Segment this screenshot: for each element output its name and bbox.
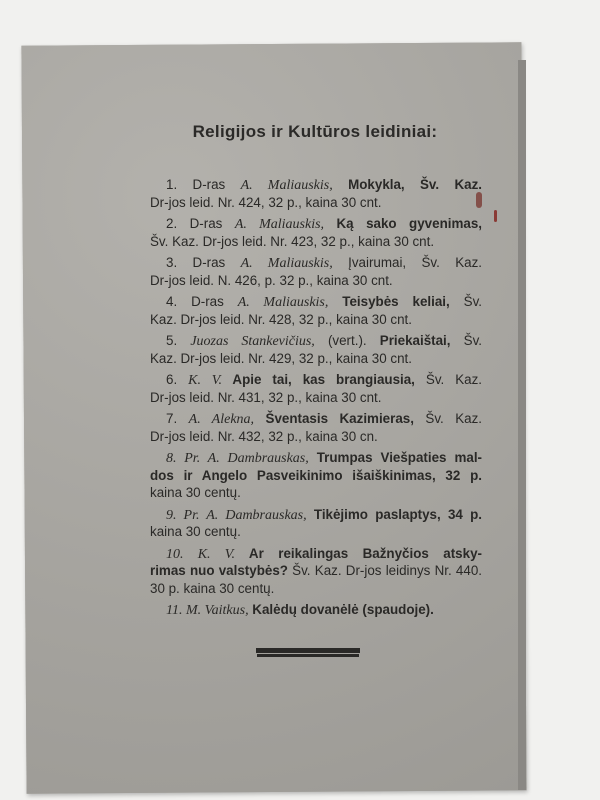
title-text: dos ir Angelo Pasveikinimo išaiškinimas, 32 p. [150,467,482,483]
entry-text: 5. [166,333,191,348]
title-text: Apie tai, kas brangiausia, [221,372,415,387]
author-text: 10. K. V. [166,546,235,562]
entry-line [150,484,482,502]
author-text: 8. Pr. A. Dambrauskas, [166,451,309,466]
title-text: Teisybės keliai, [328,294,450,309]
entry-text: Šv. Kaz. [414,372,482,387]
entry-line [150,194,482,212]
author-text: A. Alekna, [188,412,255,427]
list-item [150,601,482,619]
author-text: A. Maliauskis, [234,217,325,232]
list-item [150,410,482,445]
entry-line [150,601,482,619]
entry-text: Dr-jos leid. N. 426, p. 32 p., kaina 30 cnt. [150,272,393,288]
publication-list [150,176,482,623]
entry-text: 2. D-ras [166,216,235,231]
entry-text: Dr-jos leid. Nr. 424, 32 p., kaina 30 cnt. [150,194,382,210]
entry-line [150,523,482,541]
author-text: A. Maliauskis, [240,178,333,193]
entry-text: Šv. Kaz. [413,411,483,426]
entry-line [150,389,482,407]
list-item [150,545,482,598]
list-item [150,332,482,367]
entry-line [150,545,482,563]
author-text: K. V. [188,373,222,388]
entry-line [150,506,482,524]
title-text: rimas nuo valstybės? [150,563,288,578]
entry-text: Šv. Kaz. Dr-jos leid. Nr. 423, 32 p., kaina 30 cnt. [150,233,435,249]
entry-line [150,467,482,485]
entry-text: Šv. Kaz. Dr-jos leidinys Nr. 440. [287,563,482,578]
title-text: Mokykla, Šv. Kaz. [332,177,482,192]
entry-line [150,410,482,428]
title-text: Tikėjimo paslaptys, 34 p. [306,506,482,522]
list-item [150,176,482,211]
entry-line [150,272,482,290]
divider-rule [256,648,360,653]
entry-text: Kaz. Dr-jos leid. Nr. 429, 32 p., kaina 30 cnt. [150,350,412,366]
author-text: A. Maliauskis, [240,256,333,271]
entry-line [150,332,482,350]
entry-text: 4. D-ras [166,294,238,309]
title-text: Ar reikalingas Bažnyčios atsky- [235,545,482,561]
entry-text: Dr-jos leid. Nr. 432, 32 p., kaina 30 cn. [150,428,378,444]
entry-line [150,215,482,233]
entry-text: kaina 30 centų. [150,524,241,539]
entry-text: Dr-jos leid. Nr. 431, 32 p., kaina 30 cnt. [150,389,382,405]
entry-text: Įvairumai, Šv. Kaz. [332,255,482,270]
list-item [150,371,482,406]
entry-text: 30 p. kaina 30 centų. [150,580,275,596]
list-item [150,254,482,289]
list-item [150,293,482,328]
title-text: Trumpas Viešpaties mal- [308,450,483,465]
author-text: A. Maliauskis, [237,295,329,310]
entry-text: Kaz. Dr-jos leid. Nr. 428, 32 p., kaina 30 cnt. [150,311,412,327]
entry-line [150,254,482,272]
entry-text: 6. [166,372,189,387]
author-text: 9. Pr. A. Dambrauskas, [166,507,307,523]
title-text: Šventasis Kazimieras, [254,411,414,426]
entry-line [150,233,482,251]
entry-line [150,428,482,446]
entry-text: 1. D-ras [166,177,241,192]
entry-text: Šv. [449,294,483,309]
title-text: Ką sako gyvenimas, [324,216,482,231]
entry-text: (vert.). [314,333,380,348]
entry-text: 7. [166,411,189,426]
entry-line [150,562,482,580]
title-text: Priekaištai, [379,333,451,348]
author-text: Juozas Stankevičius, [190,334,315,349]
stain-mark [494,210,497,222]
list-item [150,215,482,250]
entry-text: 3. D-ras [166,255,241,270]
entry-line [150,293,482,311]
entry-line [150,350,482,368]
entry-text: kaina 30 centų. [150,485,241,500]
entry-line [150,449,482,467]
entry-line [150,311,482,329]
entry-line [150,371,482,389]
author-text: 11. M. Vaitkus, [166,603,249,618]
entry-line [150,176,482,194]
entry-line [150,580,482,598]
list-item [150,506,482,541]
title-text: Kalėdų dovanėlė (spaudoje). [248,602,434,617]
page-title: Religijos ir Kultūros leidiniai: [192,122,438,141]
entry-text: Šv. [450,333,482,348]
page-edge [518,60,526,790]
list-item [150,449,482,502]
